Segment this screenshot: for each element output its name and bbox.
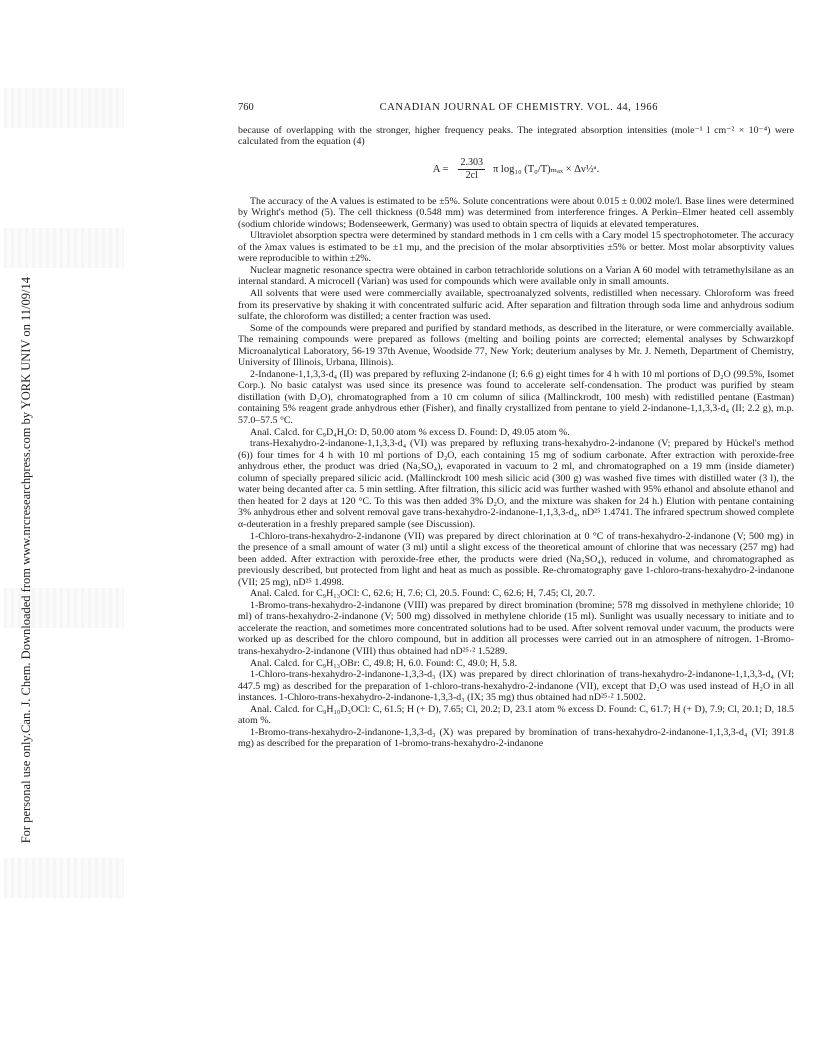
paragraph: Ultraviolet absorption spectra were determined by standard methods in 1 cm cells with a Cary model 15 spectrophotometer. The accuracy of the λmax values is estimated to be ±1 mμ, and the precision of the molar absorptivities ±5% or better. Most molar absorptivity values were reproducible to within ±2%. bbox=[238, 230, 794, 265]
paragraph: 1-Chloro-trans-hexahydro-2-indanone (VII) was prepared by direct chlorination at 0 °C of trans-hexahydro-2-indanone (V; 500 mg) in the presence of a small amount of water (3 ml) until a slight excess of the theoretical amount of chlorine that was necessary (257 mg) had been added. After extraction with peroxide-free ether, the products were dried (Na₂SO₄), reduced in volume, and chromatographed as previously described, but protected from light and heat as much as possible. Re-chromatography gave 1-chloro-trans-hexahydro-2-indanone (VII; 25 mg), nD²⁵ 1.4998. bbox=[238, 530, 794, 588]
equation-denominator: 2cl bbox=[465, 170, 478, 182]
analysis-line: Anal. Calcd. for C₉H₁₀D₃OCl: C, 61.5; H (+ D), 7.65; Cl, 20.2; D, 23.1 atom % excess D. Found: C, 61.7; H (+ D), 7.9; Cl, 20.1; D, 18.5 atom %. bbox=[238, 703, 794, 727]
scan-artifact bbox=[4, 858, 124, 898]
article-page bbox=[238, 102, 794, 750]
scan-artifact bbox=[4, 88, 124, 128]
paragraph: All solvents that were used were commercially available, spectroanalyzed solvents, redistilled when necessary. Chloroform was freed from its preservative by shaking it with concentrated sulfuric acid. After separation and filtration through soda lime and anhydrous sodium sulfate, the chloroform was distilled; a center fraction was used. bbox=[238, 288, 794, 323]
equation bbox=[238, 150, 794, 190]
watermark-line-2: For personal use only. bbox=[18, 732, 33, 844]
paragraph: 1-Chloro-trans-hexahydro-2-indanone-1,3,3-d₃ (IX) was prepared by direct chlorination of trans-hexahydro-2-indanone-1,1,3,3-d₄ (VI; 447.5 mg) as described for the preparation of 1-chloro-trans-hexahydro-2-indanone (VII), except that D₂O was used instead of H₂O in all instances. 1-Chloro-trans-hexahydro-2-indanone-1,3,3-d₃ (IX; 35 mg) thus obtained had nD²⁵·² 1.5002. bbox=[238, 669, 794, 704]
paragraph: Nuclear magnetic resonance spectra were obtained in carbon tetrachloride solutions on a Varian A 60 model with tetramethylsilane as an internal standard. A microcell (Varian) was used for compounds which were available only in small amounts. bbox=[238, 264, 794, 288]
paragraph: 2-Indanone-1,1,3,3-d₄ (II) was prepared by refluxing 2-indanone (I; 6.6 g) eight times for 4 h with 10 ml portions of D₂O (99.5%, Isomet Corp.). No basic catalyst was used since its presence was found to accelerate self-condensation. The product was purified by steam distillation (with D₂O), chromatographed from a 10 cm column of silica (Mallinckrodt, 100 mesh) with redistilled pentane (Eastman) containing 5% reagent grade anhydrous ether (Fisher), and finally crystallized from pentane to yield 2-indanone-1,1,3,3-d₄ (II; 2.2 g), m.p. 57.0–57.5 °C. bbox=[238, 368, 794, 427]
paragraph: Some of the compounds were prepared and purified by standard methods, as described in the literature, or were commercially available. The remaining compounds were prepared as follows (melting and boiling points are corrected; elemental analyses by Schwarzkopf Microanalytical Laboratory, 56-19 37th Avenue, Woodside 77, New York; deuterium analyses by Mr. J. Nemeth, Department of Chemistry, University of Illinois, Urbana, Illinois). bbox=[238, 322, 794, 369]
download-watermark bbox=[6, 276, 46, 844]
journal-title: CANADIAN JOURNAL OF CHEMISTRY. VOL. 44, 1966 bbox=[379, 102, 659, 113]
analysis-line: Anal. Calcd. for C₉H₁₃OBr: C, 49.8; H, 6.0. Found: C, 49.0; H, 5.8. bbox=[250, 657, 518, 669]
equation-numerator: 2.303 bbox=[460, 157, 483, 169]
paragraph: The accuracy of the A values is estimated to be ±5%. Solute concentrations were about 0.015 ± 0.002 mole/l. Base lines were determined by Wright's method (5). The cell thickness (0.548 mm) was determined from interference fringes. A Perkin–Elmer heated cell assembly (sodium chloride windows; Bodenseewerk, Germany) was used to obtain spectra of liquids at elevated temperatures. bbox=[238, 195, 794, 230]
watermark-line-1: Can. J. Chem. Downloaded from www.nrcresearchpress.com by YORK UNIV on 11/09/14 bbox=[18, 276, 33, 733]
page-number: 760 bbox=[238, 102, 254, 113]
analysis-line: Anal. Calcd. for C₉D₄H₄O: D, 50.00 atom % excess D. Found: D, 49.05 atom %. bbox=[250, 426, 570, 438]
running-header bbox=[238, 102, 794, 114]
paragraph: 1-Bromo-trans-hexahydro-2-indanone (VIII) was prepared by direct bromination (bromine; 578 mg dissolved in methylene chloride; 10 ml) of trans-hexahydro-2-indanone (V; 500 mg) dissolved in methylene chloride (15 ml). Sunlight was usually necessary to initiate and to accelerate the reaction, and sometimes more concentrated solutions had to be used. After solvent removal under vacuum, the products were worked up as described for the chloro compound, but in addition all processes were carried out in an atmosphere of nitrogen. 1-Bromo-trans-hexahydro-2-indanone (VIII) thus obtained had nD²⁵·² 1.5289. bbox=[238, 599, 794, 657]
equation-lhs: A = bbox=[432, 163, 449, 175]
equation-fraction bbox=[458, 157, 485, 182]
paragraph: 1-Bromo-trans-hexahydro-2-indanone-1,3,3-d₃ (X) was prepared by bromination of trans-hexahydro-2-indanone-1,1,3,3-d₄ (VI; 391.8 mg) as described for the preparation of 1-bromo-trans-hexahydro-2-indanone bbox=[238, 726, 794, 750]
paragraph: because of overlapping with the stronger, higher frequency peaks. The integrated absorption intensities (mole⁻¹ l cm⁻² × 10⁻⁴) were calculated from the equation (4) bbox=[238, 124, 794, 148]
equation-rhs: π log₁₀ (T₀/T)ₘₐₓ × Δν½ᵃ. bbox=[492, 163, 600, 175]
scan-artifact bbox=[4, 228, 124, 268]
paragraph: trans-Hexahydro-2-indanone-1,1,3,3-d₄ (VI) was prepared by refluxing trans-hexahydro-2-indanone (V; prepared by Hückel's method (6)) four times for 4 h with 10 ml portions of D₂O, each containing 15 mg of sodium carbonate. After extraction with peroxide-free anhydrous ether, the product was dried (Na₂SO₄), evaporated in vacuum to 2 ml, and chromatographed on a 19 mm (inside diameter) column of specially prepared silicic acid. (Mallinckrodt 100 mesh silicic acid (300 g) was washed five times with distilled water (3 l), the water being decanted after ca. 5 min settling. After filtration, this silicic acid was further washed with 95% ethanol and absolute ethanol and then heated for 2 days at 120 °C. To this was then added 3% D₂O, and the mixture was shaken for 24 h.) Elution with pentane containing 3% anhydrous ether and solvent removal gave trans-hexahydro-2-indanone-1,1,3,3-d₄, nD²⁵ 1.4741. The infrared spectrum showed complete α-deuteration in a freshly prepared sample (see Discussion). bbox=[238, 438, 794, 530]
analysis-line: Anal. Calcd. for C₉H₁₃OCl: C, 62.6; H, 7.6; Cl, 20.5. Found: C, 62.6; H, 7.45; Cl, 20.7. bbox=[250, 588, 595, 600]
